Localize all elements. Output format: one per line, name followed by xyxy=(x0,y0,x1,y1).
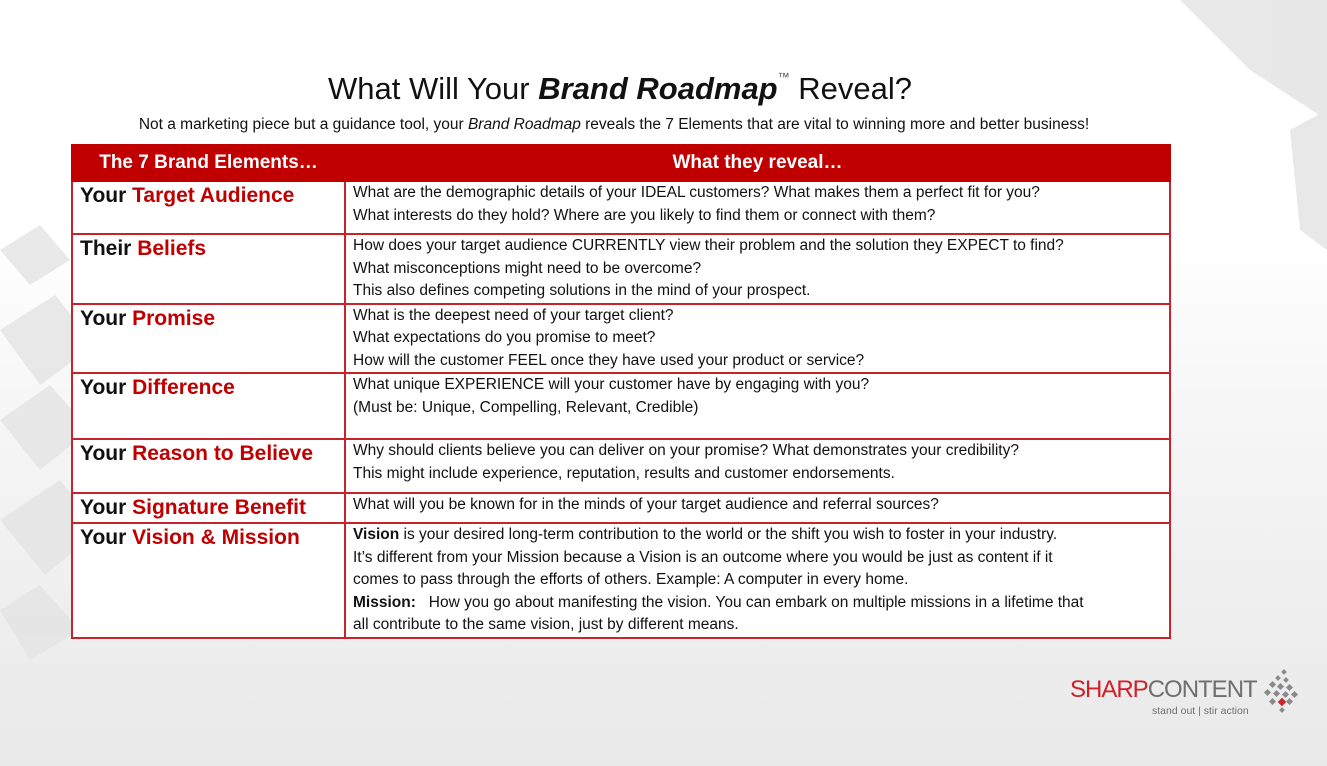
element-description-cell xyxy=(345,523,1170,638)
description-line: all contribute to the same vision, just by different means. xyxy=(353,616,739,633)
element-name-cell xyxy=(72,373,345,439)
table-row xyxy=(72,234,1170,304)
title-brand-roadmap: Brand Roadmap xyxy=(538,71,778,106)
logo-wordmark xyxy=(1070,676,1257,704)
element-name-cell xyxy=(72,523,345,638)
description-line: What expectations do you promise to meet? xyxy=(353,329,656,346)
element-description-cell xyxy=(345,439,1170,493)
page-title xyxy=(0,70,1240,107)
logo-content: CONTENT xyxy=(1147,676,1257,703)
sharpcontent-logo xyxy=(1070,676,1310,726)
description-line: comes to pass through the efforts of others. Example: A computer in every home. xyxy=(353,571,909,588)
description-line xyxy=(353,592,1162,615)
header-what-they-reveal: What they reveal… xyxy=(345,145,1170,181)
subtitle-text-start: Not a marketing piece but a guidance tool, your xyxy=(138,116,468,133)
description-line: How will the customer FEEL once they have used your product or service? xyxy=(353,351,865,369)
element-prefix: Your xyxy=(80,184,127,207)
table-row xyxy=(72,493,1170,523)
description-line: It’s different from your Mission because a Vision is an outcome where you would be just as content if it xyxy=(353,548,1053,566)
title-text-end: Reveal? xyxy=(789,71,912,106)
description-line: What interests do they hold? Where are you likely to find them or connect with them? xyxy=(353,206,936,224)
description-line xyxy=(353,524,1162,547)
logo-tagline: stand out | stir action xyxy=(1152,705,1249,717)
element-name-cell xyxy=(72,439,345,493)
element-name: Beliefs xyxy=(137,237,207,260)
description-line: What will you be known for in the minds of your target audience and referral sources? xyxy=(353,496,939,513)
table-header-row xyxy=(72,145,1170,181)
mission-label: Mission: xyxy=(353,593,416,611)
subtitle-text-end: reveals the 7 Elements that are vital to winning more and better business! xyxy=(580,116,1090,133)
title-text-start: What Will Your xyxy=(328,71,539,106)
description-line: (Must be: Unique, Compelling, Relevant, Credible) xyxy=(353,398,699,416)
description-line: What is the deepest need of your target client? xyxy=(353,306,674,324)
element-name: Target Audience xyxy=(132,184,295,207)
table-row xyxy=(72,439,1170,493)
logo-sharp: SHARP xyxy=(1070,676,1148,703)
element-name: Vision & Mission xyxy=(132,526,300,549)
vision-label: Vision xyxy=(353,526,400,543)
element-name: Reason to Believe xyxy=(132,442,314,465)
element-name: Promise xyxy=(132,306,215,330)
element-description-cell xyxy=(345,234,1170,304)
element-prefix: Your xyxy=(80,442,127,465)
element-name: Signature Benefit xyxy=(132,496,306,519)
element-name-cell xyxy=(72,234,345,304)
element-name-cell xyxy=(72,181,345,234)
description-line: Why should clients believe you can deliver on your promise? What demonstrates your credibility? xyxy=(353,442,1019,459)
element-name-cell xyxy=(72,493,345,523)
mission-text: How you go about manifesting the vision. You can embark on multiple missions in a lifetime that xyxy=(415,593,1084,611)
brand-elements-table xyxy=(71,144,1171,639)
element-description-cell xyxy=(345,493,1170,523)
element-prefix: Their xyxy=(80,237,132,260)
description-line: What unique EXPERIENCE will your customer have by engaging with you? xyxy=(353,376,870,393)
element-description-cell xyxy=(345,304,1170,374)
description-line: How does your target audience CURRENTLY view their problem and the solution they EXPECT to find? xyxy=(353,237,1064,254)
table-row xyxy=(72,373,1170,439)
description-line: What misconceptions might need to be overcome? xyxy=(353,259,702,277)
element-name: Difference xyxy=(132,376,235,399)
element-prefix: Your xyxy=(80,496,127,519)
description-line: This also defines competing solutions in the mind of your prospect. xyxy=(353,282,811,299)
header-brand-elements: The 7 Brand Elements… xyxy=(72,145,345,181)
table-row xyxy=(72,523,1170,638)
description-line: This might include experience, reputation, results and customer endorsements. xyxy=(353,464,895,482)
diamond-grid-icon xyxy=(1262,668,1302,716)
element-description-cell xyxy=(345,373,1170,439)
element-prefix: Your xyxy=(80,306,127,330)
trademark-symbol: ™ xyxy=(777,70,790,84)
subtitle-brand-roadmap: Brand Roadmap xyxy=(467,116,581,133)
table-row xyxy=(72,181,1170,234)
element-description-cell xyxy=(345,181,1170,234)
vision-text: is your desired long-term contribution to the world or the shift you wish to foster in your industry. xyxy=(399,526,1058,543)
element-prefix: Your xyxy=(80,376,127,399)
element-name-cell xyxy=(72,304,345,374)
table-row xyxy=(72,304,1170,374)
element-prefix: Your xyxy=(80,526,127,549)
description-line: What are the demographic details of your IDEAL customers? What makes them a perfect fit for you? xyxy=(353,184,1040,201)
page-subtitle xyxy=(0,116,1228,134)
